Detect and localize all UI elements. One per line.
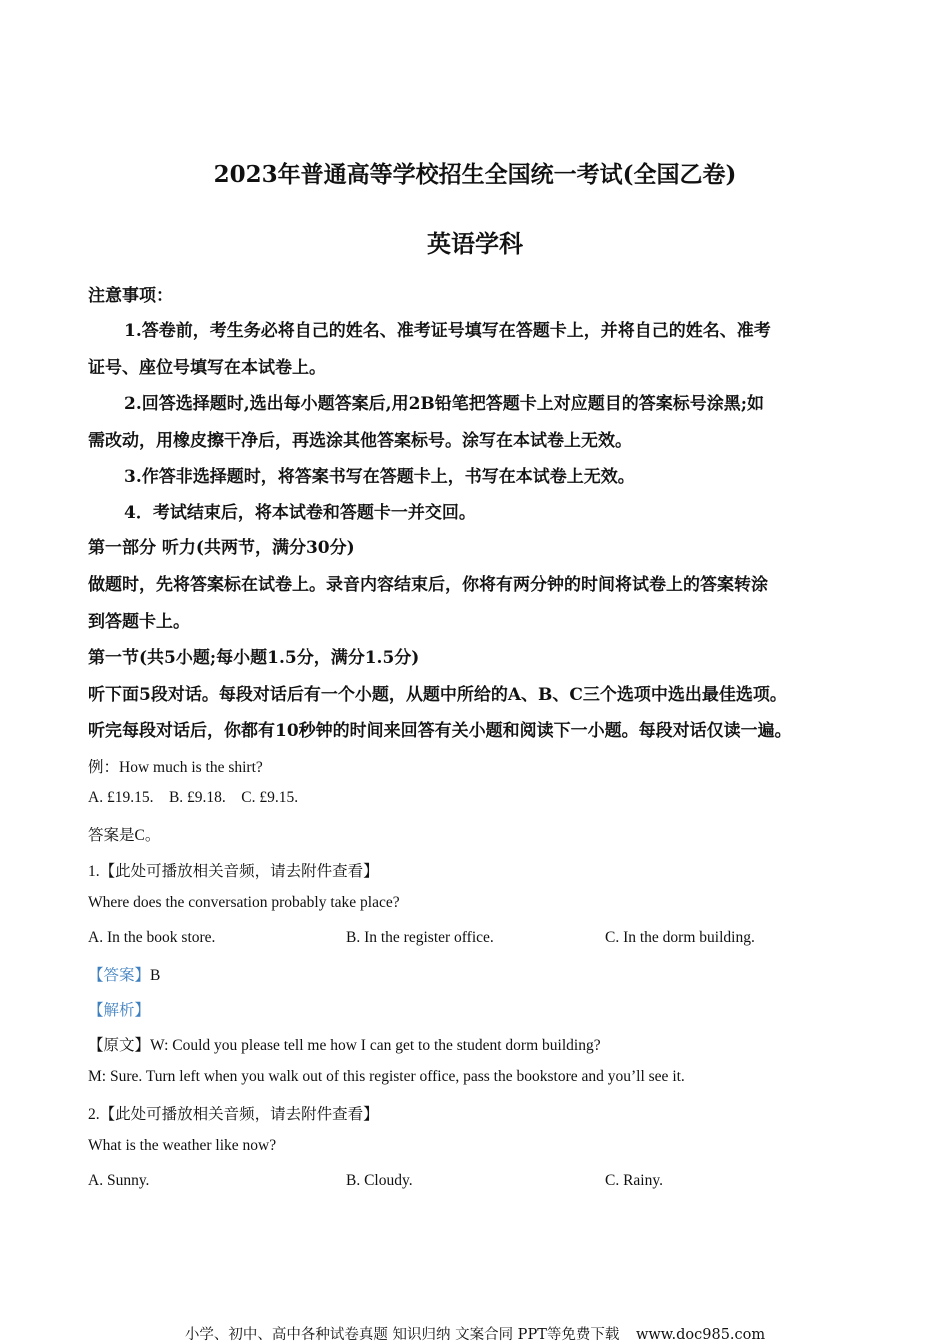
q1-transcript-w [88,1033,601,1055]
exam-title: 2023年普通高等学校招生全国统一考试(全国乙卷) [213,161,737,188]
q2-option-a: A. Sunny. [88,1172,150,1189]
example-options: A. £19.15. B. £9.18. C. £9.15. [88,789,299,806]
q2-audio-note: 2.【此处可播放相关音频，请去附件查看】 [88,1106,379,1123]
analysis-label: 【解析】 [88,1002,151,1019]
footer-text: 小学、初中、高中各种试卷真题 知识归纳 文案合同 PPT等免费下载 [184,1327,620,1343]
note-2-cont: 需改动，用橡皮擦干净后，再选涂其他答案标号。涂写在本试卷上无效。 [88,431,632,451]
page-footer [0,1323,950,1344]
q1-transcript-m: M: Sure. Turn left when you walk out of this register office, pass the bookstore and you’ll see it. [88,1068,685,1085]
section1-heading: 第一节(共5小题;每小题1.5分，满分1.5分) [88,648,420,668]
answer-value: B [150,967,161,984]
subject-title: 英语学科 [427,229,523,258]
section1-instructions: 听下面5段对话。每段对话后有一个小题，从题中所给的A、B、C三个选项中选出最佳选项。 [88,685,787,705]
q1-option-a: A. In the book store. [88,929,216,946]
example-answer: 答案是C。 [88,827,161,844]
q1-option-c: C. In the dorm building. [605,929,755,946]
section1-instructions-cont: 听完每段对话后，你都有10秒钟的时间来回答有关小题和阅读下一小题。每段对话仅读一遍。 [88,721,792,741]
notes-heading: 注意事项： [88,286,173,306]
note-4: 4．考试结束后，将本试卷和答题卡一并交回。 [124,503,476,523]
w-line: W: Could you please tell me how I can get to the student dorm building? [150,1037,601,1054]
q2-option-b: B. Cloudy. [346,1172,413,1189]
q1-audio-note: 1.【此处可播放相关音频，请去附件查看】 [88,863,379,880]
answer-label: 【答案】 [88,967,151,984]
note-1: 1.答卷前，考生务必将自己的姓名、准考证号填写在答题卡上，并将自己的姓名、准考 [124,321,771,341]
note-1-cont: 证号、座位号填写在本试卷上。 [88,358,326,378]
q1-question: Where does the conversation probably take place? [88,894,400,911]
q1-answer-line [88,963,160,985]
original-label: 【原文】 [88,1037,151,1054]
q2-option-c: C. Rainy. [605,1172,663,1189]
q2-question: What is the weather like now? [88,1137,277,1154]
part1-intro: 做题时，先将答案标在试卷上。录音内容结束后，你将有两分钟的时间将试卷上的答案转涂 [88,575,768,595]
footer-link[interactable]: www.doc985.com [635,1327,766,1343]
part1-heading: 第一部分 听力(共两节，满分30分) [88,538,355,558]
note-3: 3.作答非选择题时，将答案书写在答题卡上，书写在本试卷上无效。 [124,467,635,487]
example-question: 例：How much is the shirt? [88,759,263,776]
q1-option-b: B. In the register office. [346,929,494,946]
note-2: 2.回答选择题时,选出每小题答案后,用2B铅笔把答题卡上对应题目的答案标号涂黑;如 [124,394,765,414]
part1-intro-cont: 到答题卡上。 [88,612,190,632]
